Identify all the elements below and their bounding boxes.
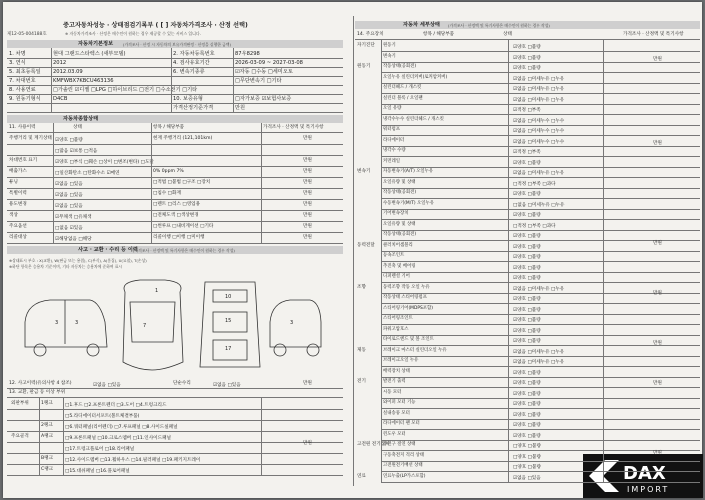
detail-checks[interactable]: ☑없음 □미세누수 □누수 [513,139,565,145]
svg-text:3: 3 [75,320,79,326]
status-checks[interactable]: ☑없음 □있음 [55,182,83,187]
detail-group: 전기 [357,379,366,384]
status-col-header: 항목 / 해당부품 [153,125,185,130]
detail-checks[interactable]: □적정 □부족 □과다 [513,181,556,187]
basic-value-2: 2026-03-09 ~ 2027-03-08 [235,60,303,66]
detail-checks[interactable]: ☑양호 □불량 [513,370,541,376]
status-detail: 리콜이행 □이행 □미이행 [153,235,205,240]
status-label: 튜닝 [9,180,18,185]
detail-item: 윈도우 모터 [383,431,406,437]
detail-item: 와이퍼 모터 기능 [383,400,416,405]
detail-item: 작동상태(공회전) [383,232,417,237]
parts-rank: B랭크 [41,456,54,461]
svg-text:10: 10 [225,294,232,300]
detail-item: 원동기 [383,43,396,48]
status-checks[interactable]: □일산화탄소 □탄화수소 ☑매연 [55,171,120,176]
detail-item: 연료누출(LP가스포함) [383,473,426,479]
basic-label-2: 4. 검사유효기간 [173,60,210,66]
status-detail: 0% 0ppm 7% [153,169,184,174]
parts-checks[interactable]: □15.대쉬패널 □16.플로어패널 [65,469,130,474]
detail-title: 자동차 세부상태 [403,22,440,28]
status-price: 만원 [303,136,312,141]
accident-label: 13. 교환, 판금 등 이상 부위 [9,390,66,395]
status-detail: □렌트 □리스 □영업용 [153,202,201,207]
detail-checks[interactable]: ☑양호 □불량 [513,307,541,313]
basic-label: 8. 사용연료 [9,87,36,93]
basic-label-2: 가격산정기준가격 [173,105,214,111]
detail-checks[interactable]: ☑없음 □미세누수 □누수 [513,129,565,134]
parts-checks[interactable]: □12.사이드멤버 □13.휠하우스 □14.필러패널 □19.패키지트레이 [65,458,201,463]
status-detail: □전체도색 □색상변경 [153,213,199,218]
parts-rank: C랭크 [41,467,54,472]
detail-checks[interactable]: ☑없음 □미세누유 □누유 [513,349,565,355]
detail-item: 오일 유량 [383,106,402,111]
status-checks[interactable]: ☑없음 □있음 [55,204,83,209]
detail-item: 냉각수 수량 [383,148,406,153]
detail-item: 구동축전지 격리 상태 [383,452,424,458]
detail-item: 작동상태(공회전) [383,64,417,69]
basic-value-2: □무단변속기 □기타 [235,78,282,84]
detail-item: 디퍼렌셜 기어 [383,274,410,279]
detail-checks[interactable]: □없음 □미세누유 □누유 [513,202,565,208]
detail-price: 만원 [653,241,662,246]
detail-item: 발전기 출력 [383,379,406,384]
detail-item: 실린더 블록 / 오일팬 [383,95,423,101]
detail-item: 워터펌프 [383,127,400,132]
detail-checks[interactable]: ☑양호 □불량 [513,55,541,61]
detail-checks[interactable]: ☑없음 □미세누유 □누유 [513,87,565,92]
detail-checks[interactable]: ☑양호 □불량 [513,391,541,397]
status-checks[interactable]: □없음 ☑있음 [55,226,83,231]
svg-text:1: 1 [155,288,159,294]
detail-group: 자기진단 [357,43,375,48]
basic-value: 2012.03.09 [53,69,83,75]
detail-checks[interactable]: ☑없음 □미세누유 □누유 [513,286,565,292]
detail-checks[interactable]: ☑없음 □있음 [513,475,541,481]
detail-checks[interactable]: ☑없음 □미세누유 □누유 [513,360,565,365]
detail-checks[interactable]: ☑양호 □불량 [513,423,541,428]
status-label: 차대번호 표기 [9,158,38,163]
legend-line-1: ※상태표시 부호 : X(교환), W(판금 또는 용접), C(부식), A(흠집), U(요철), T(손상) [9,258,147,263]
detail-item: 오일유량 및 상태 [383,179,416,185]
status-checks[interactable]: ☑양호 □불량 [55,138,83,143]
basic-label: 1. 차명 [9,51,26,57]
detail-note: (가격조사 · 산정액 및 특기사항은 매수인이 원하는 경우 작성) [448,23,550,28]
accident-label-2: 단순수리 [173,381,191,386]
detail-checks[interactable]: □양호 □불량 [513,465,541,470]
status-col-header: 상태 [73,125,82,130]
detail-checks[interactable]: ☑양호 □불량 [513,328,541,334]
detail-col-header: 14. 주요장치 [357,32,384,37]
status-checks[interactable]: ☑양호 □부식 □훼손 □상이 □변조(변타) □도말 [55,160,154,165]
basic-label-2: 10. 보증유형 [173,96,203,102]
status-header: 자동차종합상태 [63,116,99,122]
detail-group: 연료 [357,473,366,479]
svg-text:3: 3 [55,320,59,326]
svg-text:3: 3 [290,320,294,326]
car-diagram [15,272,325,372]
detail-item: 배력장치 상태 [383,368,410,374]
detail-item: 실린더헤드 / 개스킷 [383,85,422,90]
detail-item: 브레이크 마스터 실린더오일 누유 [383,347,447,353]
detail-group: 조향 [357,284,366,290]
basic-value-2: ☑자동 □수동 □세미오토 [235,69,293,75]
detail-checks[interactable]: ☑양호 □불량 [513,160,541,166]
parts-rank: 2랭크 [41,423,53,428]
detail-checks[interactable]: ☑없음 □미세누수 □누수 [513,118,565,124]
detail-price: 만원 [653,341,662,346]
detail-item: 클러치어셈블리 [383,242,413,248]
accident-note: (가격조사 · 산정액 및 특기사항은 매수인이 원하는 경우 작성) [133,248,235,253]
document-number: 제12-05-004188호 [7,32,47,37]
status-price: 만원 [303,224,312,229]
detail-checks[interactable]: ☑양호 □불량 [513,234,541,239]
status-checks[interactable]: ☑해당없음 □해당 [55,237,92,242]
detail-checks[interactable]: ☑없음 □미세누유 □누유 [513,171,565,176]
parts-price: 만원 [303,441,312,446]
detail-item: 커먼레일 [383,158,400,164]
detail-item: 브레이크오일 누유 [383,358,419,363]
detail-checks[interactable]: ☑없음 □미세누유 □누유 [513,76,565,82]
svg-text:15: 15 [225,318,232,324]
accident-header: 사고 · 교환 · 수리 등 이력 [78,247,138,253]
detail-price: 만원 [653,381,662,386]
status-label: 주행거리 및 계기상태 [9,136,52,141]
parts-group: 주요골격 [11,434,29,439]
detail-item: 수동변속기(M/T) 오일누유 [383,200,434,206]
parts-rank: A랭크 [41,434,54,439]
detail-checks[interactable]: ☑양호 □불량 [513,213,541,218]
detail-item: 실내송풍 모터 [383,410,410,416]
status-label: 배출가스 [9,169,27,174]
detail-group: 변속기 [357,169,371,174]
detail-checks[interactable]: ☑없음 □미세누유 □누유 [513,97,565,103]
basic-label: 7. 차대번호 [9,78,36,84]
detail-group: 원동기 [357,64,371,69]
detail-checks[interactable]: ☑양호 □불량 [513,255,541,260]
detail-item: 스티어링기어(MDPS포함) [383,305,433,311]
parts-checks[interactable]: □1.후드 □2.프론트펜더 □3.도어 □4.트렁크리드 [65,403,167,408]
status-checks[interactable]: ☑없음 □있음 [55,193,83,198]
logo-text: DAX [623,463,666,484]
status-detail: □썬루프 □내비게이션 □기타 [153,224,214,229]
basic-label-2: 2. 자동차등록번호 [173,51,215,57]
parts-rank: 1랭크 [41,401,53,406]
parts-checks[interactable]: □9.프론트패널 □10.크로스멤버 □11.인사이드패널 [65,436,171,441]
detail-item: 파워고압호스 [383,326,409,332]
detail-item: 작동상태(공회전) [383,190,417,195]
detail-item: 타이로드엔드 및 볼 조인트 [383,337,434,342]
basic-label: 5. 최초등록일 [9,69,41,75]
detail-item: 작동상태 스티어링펌프 [383,295,427,300]
basic-info-note: (가격조사 · 산정 시 자동차의 보유가격판정 · 산정을 실행한 금액) [123,42,231,47]
detail-item: 오일유량 및 상태 [383,221,416,227]
detail-checks[interactable]: ☑양호 □불량 [513,192,541,197]
detail-col-header: 가격조사 · 산정액 및 특기사항 [623,32,684,37]
basic-label-2: 6. 변속기종류 [173,69,205,75]
parts-checks[interactable]: □17.트렁크플로어 □18.리어패널 [65,447,135,452]
document-title: 중고자동차성능 · 상태점검기록부 ( [ ] 자동차가격조사 · 산정 선택) [63,22,248,29]
status-label: 색상 [9,213,18,218]
basic-value-2: □자가보증 ☑보험사보증 [235,96,292,102]
detail-checks[interactable]: □양호 □불량 [513,444,541,449]
parts-group: 외판부위 [11,401,29,406]
detail-group: 제동 [357,347,366,353]
basic-label: 3. 연식 [9,60,26,66]
accident-checks[interactable]: ☑없음 □있음 [93,383,121,388]
status-price: 만원 [303,191,312,196]
status-detail: 현재 주행거리 (121,101km) [153,136,213,141]
detail-checks[interactable]: ☑양호 □불량 [513,276,541,281]
svg-text:17: 17 [225,346,232,352]
detail-item: 충전구 절연 상태 [383,442,416,447]
status-price: 만원 [303,180,312,185]
status-price: 만원 [303,158,312,163]
detail-col-header: 항목 / 해당부품 [423,32,455,37]
detail-checks[interactable]: ☑양호 □불량 [513,297,541,302]
basic-value: □가솔린 ☑디젤 □LPG □하이브리드 □전기 □수소전기 □기타 [53,87,198,93]
status-label: 주요옵션 [9,224,27,229]
parts-checks[interactable]: □5.라디에이터서포트(볼트체결부품) [65,414,140,419]
status-checks[interactable]: ☑무채색 □유채색 [55,215,92,220]
basic-value-2: 87우8298 [235,51,260,57]
detail-price: 만원 [653,451,662,456]
status-label: 리콜대상 [9,235,27,240]
basic-info-header: 자동차기본정보 [78,41,114,47]
detail-item: 시동 모터 [383,389,402,395]
detail-checks[interactable]: ☑적정 □부족 [513,108,541,113]
basic-value: 현대 그랜드스타렉스 (새부모델) [53,51,126,57]
detail-checks[interactable]: □적정 □부족 □과다 [513,223,556,229]
detail-item: 추진축 및 베어링 [383,263,416,269]
basic-value-2: 만원 [235,105,246,111]
detail-checks[interactable]: ☑양호 □불량 [513,339,541,344]
detail-checks[interactable]: ☑적정 □부족 [513,150,541,155]
detail-item: 기어변속장치 [383,211,409,216]
detail-group: 고전원 전기장치 [357,442,390,447]
status-col-header: 가격조사 · 산정액 및 특기사항 [263,125,324,130]
detail-item: 오일누유 실린더커버(로커암커버) [383,74,448,80]
status-price: 만원 [303,235,312,240]
status-detail: □적법 □불법 □구조 □장치 [153,180,211,185]
status-detail: □침수 □화재 [153,191,181,196]
detail-price: 만원 [653,291,662,296]
document-subtitle: ※ 자동차가격조사 · 산정은 매수인이 원하는 경우 제공할 수 있는 서비스 입니다. [65,31,201,36]
detail-price: 만원 [653,57,662,62]
status-label: 용도변경 [9,202,27,207]
basic-value: 2012 [53,60,67,66]
detail-item: 냉각수누수 실린더헤드 / 개스킷 [383,116,444,122]
inspection-document [3,2,702,498]
svg-text:7: 7 [143,323,147,329]
status-label: 특별이력 [9,191,27,196]
detail-col-header: 상태 [503,32,512,37]
accident-label: 12. 사고이력(유의사항 4 참조) [9,381,72,386]
status-price: 만원 [303,169,312,174]
legend-line-2: ※하단 항목은 승용차 기준이며, 기타 자동차는 승용차에 준하여 표시 [9,264,123,269]
basic-value: D4CB [53,96,68,102]
detail-checks[interactable]: □양호 □불량 [513,454,541,460]
detail-checks[interactable]: ☑양호 □불량 [513,381,541,386]
detail-item: 라디에이터 [383,137,405,143]
status-price: 만원 [303,202,312,207]
parts-checks[interactable]: □6.쿼터패널(리어펜더) □7.루프패널 □8.사이드실패널 [65,425,178,430]
accident-checks-2[interactable]: ☑없음 □있음 [213,383,241,388]
detail-item: 자동변속기(A/T) 오일누유 [383,169,434,174]
detail-price: 만원 [653,141,662,146]
status-checks[interactable]: □많음 ☑보통 □적음 [55,149,98,154]
detail-item: 동력조향 작동 오일 누유 [383,284,430,290]
detail-item: 변속기 [383,53,396,59]
detail-group: 동력전달 [357,242,375,248]
detail-checks[interactable]: ☑양호 □불량 [513,402,541,407]
detail-item: 고전원전기배선 상태 [383,463,423,468]
accident-price: 만원 [303,381,312,386]
status-price: 만원 [303,213,312,218]
basic-label: 9. 원동기형식 [9,96,41,102]
basic-value: KMFWBX7KBCU463136 [53,78,114,84]
detail-checks[interactable]: ☑양호 □불량 [513,244,541,250]
detail-item: 등속조인트 [383,253,405,258]
detail-checks[interactable]: ☑양호 □불량 [513,265,541,271]
logo-subtext: IMPORT [627,485,670,494]
detail-checks[interactable]: ☑양호 □불량 [513,433,541,439]
detail-checks[interactable]: ☑양호 □불량 [513,318,541,323]
status-col-header: 11. 사용이력 [9,125,36,130]
detail-checks[interactable]: ☑양호 □불량 [513,66,541,71]
detail-item: 스티어링조인트 [383,316,413,321]
detail-checks[interactable]: ☑양호 □불량 [513,45,541,50]
detail-checks[interactable]: ☑양호 □불량 [513,412,541,418]
detail-item: 라디에이터 팬 모터 [383,421,420,426]
